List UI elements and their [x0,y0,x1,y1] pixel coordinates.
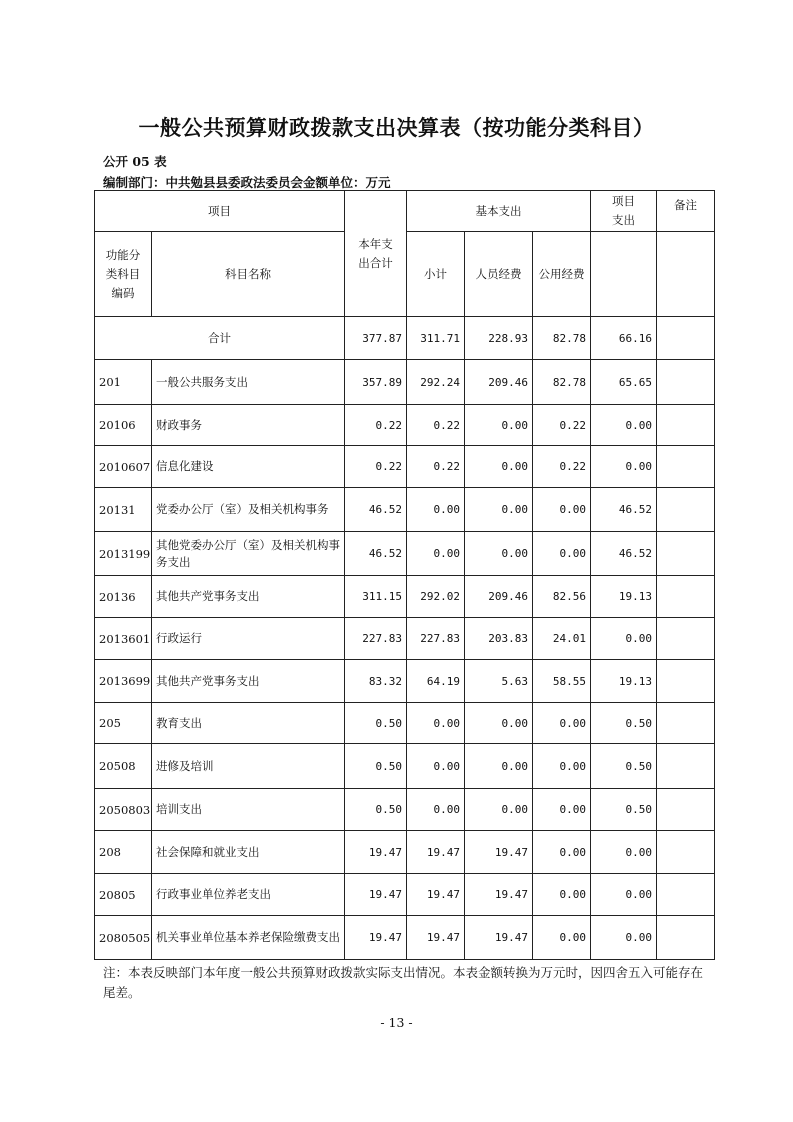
cell-name: 社会保障和就业支出 [152,831,345,874]
cell-remarks [657,744,715,789]
cell-subtotal: 0.00 [407,789,465,831]
cell-personnel: 0.00 [465,532,533,576]
cell-subtotal: 0.00 [407,703,465,744]
header-project-blank [591,232,657,317]
cell-remarks [657,916,715,960]
table-row [95,446,715,488]
table-row [95,789,715,831]
cell-name: 行政事业单位养老支出 [152,874,345,916]
cell-subtotal: 0.00 [407,532,465,576]
cell-personnel: 0.00 [465,488,533,532]
table-row [95,532,715,576]
cell-code: 2013699 [95,660,152,703]
cell-name: 其他党委办公厅（室）及相关机构事务支出 [152,532,345,576]
cell-total: 19.47 [345,831,407,874]
cell-remarks [657,831,715,874]
header-public: 公用经费 [533,232,591,317]
cell-name: 信息化建设 [152,446,345,488]
cell-remarks [657,874,715,916]
cell-code: 2013199 [95,532,152,576]
cell-subtotal: 0.00 [407,744,465,789]
cell-code: 2010607 [95,446,152,488]
cell-project-exp: 65.65 [591,360,657,405]
cell-name: 进修及培训 [152,744,345,789]
header-basic: 基本支出 [407,191,591,232]
total-project-expense: 66.16 [591,317,657,360]
header-code: 功能分 类科目 编码 [95,232,152,317]
cell-project-exp: 0.00 [591,874,657,916]
cell-subtotal: 0.22 [407,446,465,488]
cell-project-exp: 0.00 [591,916,657,960]
cell-name: 行政运行 [152,618,345,660]
cell-total: 0.22 [345,446,407,488]
total-public: 82.78 [533,317,591,360]
table-row [95,744,715,789]
cell-code: 2050803 [95,789,152,831]
table-number: 公开 05 表 [103,154,167,169]
cell-subtotal: 0.00 [407,488,465,532]
cell-public: 0.00 [533,532,591,576]
total-subtotal: 311.71 [407,317,465,360]
cell-subtotal: 292.02 [407,576,465,618]
cell-personnel: 0.00 [465,405,533,446]
cell-remarks [657,405,715,446]
cell-name: 财政事务 [152,405,345,446]
cell-project-exp: 0.00 [591,405,657,446]
cell-name: 培训支出 [152,789,345,831]
cell-code: 2080505 [95,916,152,960]
cell-name: 教育支出 [152,703,345,744]
cell-remarks [657,532,715,576]
total-row [95,317,715,360]
total-personnel: 228.93 [465,317,533,360]
cell-public: 0.00 [533,789,591,831]
cell-code: 20131 [95,488,152,532]
header-remarks-blank [657,232,715,317]
cell-personnel: 5.63 [465,660,533,703]
cell-project-exp: 46.52 [591,488,657,532]
total-remarks [657,317,715,360]
table-row [95,874,715,916]
cell-personnel: 209.46 [465,576,533,618]
cell-total: 0.50 [345,789,407,831]
cell-total: 46.52 [345,532,407,576]
cell-project-exp: 46.52 [591,532,657,576]
table-row [95,618,715,660]
cell-public: 82.56 [533,576,591,618]
cell-public: 82.78 [533,360,591,405]
cell-total: 46.52 [345,488,407,532]
cell-code: 208 [95,831,152,874]
cell-code: 2013601 [95,618,152,660]
header-project: 项目 [95,191,345,232]
cell-name: 一般公共服务支出 [152,360,345,405]
cell-name: 党委办公厅（室）及相关机构事务 [152,488,345,532]
table-row [95,488,715,532]
cell-personnel: 19.47 [465,831,533,874]
cell-remarks [657,446,715,488]
cell-personnel: 19.47 [465,874,533,916]
cell-total: 0.50 [345,744,407,789]
header-total: 本年支 出合计 [345,191,407,317]
cell-public: 0.22 [533,446,591,488]
cell-project-exp: 0.00 [591,618,657,660]
cell-project-exp: 0.50 [591,703,657,744]
table-row [95,916,715,960]
cell-project-exp: 0.50 [591,744,657,789]
department-line: 编制部门：中共勉县县委政法委员会金额单位：万元 [103,175,391,190]
cell-public: 0.00 [533,916,591,960]
cell-project-exp: 19.13 [591,660,657,703]
cell-subtotal: 19.47 [407,916,465,960]
header-project-expense: 项目 支出 [591,191,657,232]
cell-total: 19.47 [345,916,407,960]
cell-public: 24.01 [533,618,591,660]
cell-code: 20136 [95,576,152,618]
cell-subtotal: 0.22 [407,405,465,446]
cell-project-exp: 0.00 [591,831,657,874]
cell-total: 227.83 [345,618,407,660]
cell-code: 205 [95,703,152,744]
budget-table [94,190,715,960]
header-subject-name: 科目名称 [152,232,345,317]
cell-public: 0.00 [533,488,591,532]
table-row [95,660,715,703]
total-label: 合计 [95,317,345,360]
cell-subtotal: 292.24 [407,360,465,405]
cell-project-exp: 19.13 [591,576,657,618]
header-remarks: 备注 [657,191,715,232]
cell-remarks [657,618,715,660]
cell-remarks [657,360,715,405]
table-row [95,576,715,618]
cell-code: 20106 [95,405,152,446]
cell-remarks [657,488,715,532]
cell-public: 58.55 [533,660,591,703]
cell-remarks [657,703,715,744]
page-title: 一般公共预算财政拨款支出决算表（按功能分类科目） [138,115,655,140]
page-number: - 13 - [380,1015,413,1030]
cell-remarks [657,576,715,618]
cell-personnel: 0.00 [465,446,533,488]
cell-name: 其他共产党事务支出 [152,576,345,618]
cell-code: 201 [95,360,152,405]
cell-personnel: 209.46 [465,360,533,405]
cell-personnel: 0.00 [465,744,533,789]
cell-total: 0.22 [345,405,407,446]
cell-name: 机关事业单位基本养老保险缴费支出 [152,916,345,960]
cell-name: 其他共产党事务支出 [152,660,345,703]
header-subtotal: 小计 [407,232,465,317]
cell-personnel: 203.83 [465,618,533,660]
footnote: 注：本表反映部门本年度一般公共预算财政拨款实际支出情况。本表金额转换为万元时，因四舍五入可能存在尾差。 [103,965,704,1000]
cell-project-exp: 0.50 [591,789,657,831]
cell-total: 83.32 [345,660,407,703]
header-personnel: 人员经费 [465,232,533,317]
cell-remarks [657,660,715,703]
cell-personnel: 0.00 [465,703,533,744]
table-row [95,405,715,446]
table-row [95,703,715,744]
cell-code: 20508 [95,744,152,789]
cell-public: 0.00 [533,703,591,744]
table-row [95,831,715,874]
cell-total: 311.15 [345,576,407,618]
cell-project-exp: 0.00 [591,446,657,488]
cell-subtotal: 227.83 [407,618,465,660]
cell-subtotal: 19.47 [407,831,465,874]
table-row [95,360,715,405]
cell-public: 0.00 [533,744,591,789]
cell-public: 0.00 [533,874,591,916]
cell-remarks [657,789,715,831]
cell-code: 20805 [95,874,152,916]
cell-subtotal: 19.47 [407,874,465,916]
total-total: 377.87 [345,317,407,360]
cell-total: 19.47 [345,874,407,916]
cell-public: 0.22 [533,405,591,446]
cell-total: 0.50 [345,703,407,744]
cell-subtotal: 64.19 [407,660,465,703]
cell-personnel: 19.47 [465,916,533,960]
cell-total: 357.89 [345,360,407,405]
cell-personnel: 0.00 [465,789,533,831]
cell-public: 0.00 [533,831,591,874]
